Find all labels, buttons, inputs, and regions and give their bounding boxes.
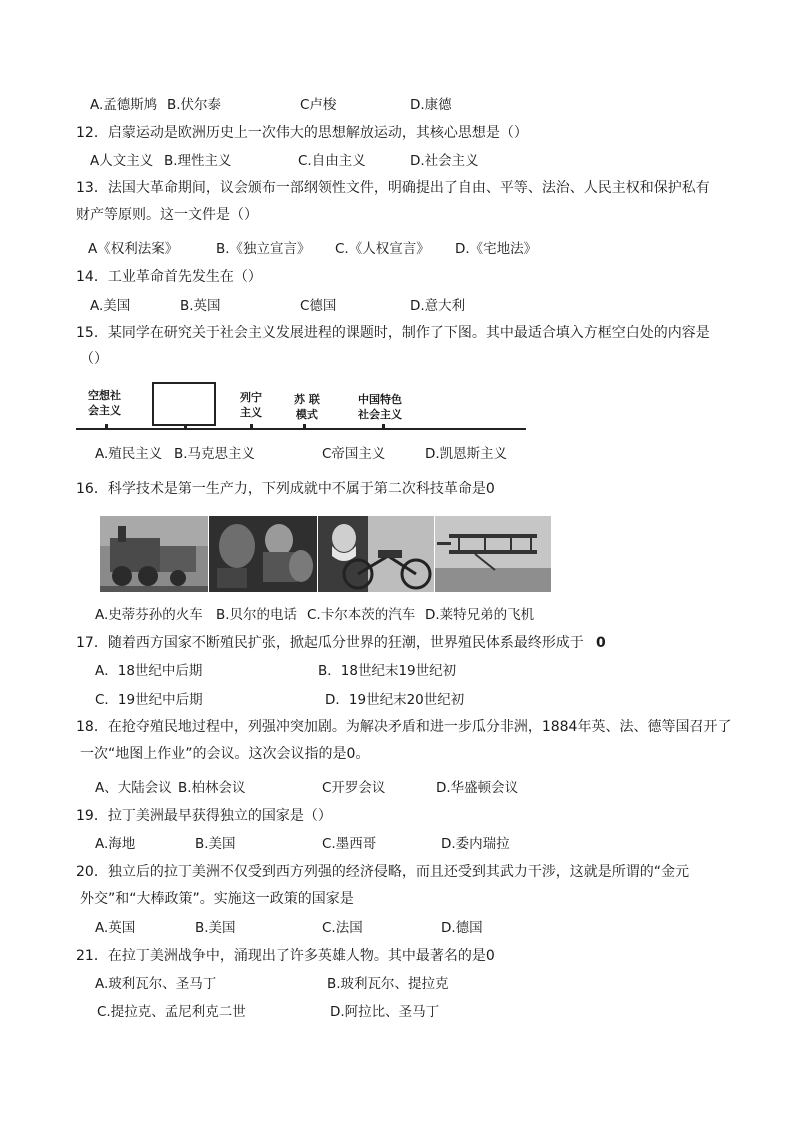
q20-stem-line1: 20．独立后的拉丁美洲不仅受到西方列强的经济侵略，而且还受到其武力干涉，这就是所谓的“金元	[76, 864, 690, 880]
q15-option-b: B.马克思主义	[174, 446, 256, 462]
q15-stem-line2: （）	[80, 351, 108, 367]
timeline-label-soviet-line2: 模式	[295, 408, 318, 421]
q19-option-c: C.墨西哥	[322, 836, 377, 852]
timeline-tick	[382, 424, 385, 430]
q17-option-a: A．18世纪中后期	[95, 663, 203, 679]
q13-option-d: D.《宅地法》	[455, 241, 538, 257]
q16-stem: 16．科学技术是第一生产力，下列成就中不属于第二次科技革命是0	[76, 481, 495, 497]
q14-option-a: A.美国	[90, 298, 131, 314]
q13-stem-line1: 13．法国大革命期间，议会颁布一部纲领性文件，明确提出了自由、平等、法治、人民主权和保护私有	[76, 180, 710, 196]
timeline-label-utopian-line1: 空想社	[88, 389, 121, 402]
q16-option-c: C.卡尔本茨的汽车	[307, 607, 416, 623]
q17-stem: 17．随着西方国家不断殖民扩张，掀起瓜分世界的狂潮，世界殖民体系最终形成于	[76, 635, 584, 651]
q21-option-b: B.玻利瓦尔、提拉克	[327, 976, 449, 992]
q12-option-c: C.自由主义	[298, 153, 366, 169]
q18-stem-line2: 一次“地图上作业”的会议。这次会议指的是0。	[80, 746, 370, 762]
timeline-label-leninism-line2: 主义	[240, 406, 262, 419]
q17-option-b: B．18世纪末19世纪初	[318, 663, 457, 679]
q13-option-b: B.《独立宣言》	[216, 241, 311, 257]
q20-option-d: D.德国	[441, 920, 483, 936]
q14-stem: 14．工业革命首先发生在（）	[76, 269, 262, 285]
q20-stem-line2: 外交”和“大棒政策”。实施这一政策的国家是	[80, 891, 354, 907]
q20-option-a: A.英国	[95, 920, 136, 936]
q19-stem: 19．拉丁美洲最早获得独立的国家是（）	[76, 808, 332, 824]
timeline-axis	[76, 428, 526, 430]
q19-option-b: B.美国	[195, 836, 236, 852]
timeline-tick	[105, 424, 108, 430]
photo-stephenson-train	[100, 516, 208, 592]
q14-option-d: D.意大利	[410, 298, 466, 314]
q11-option-a: A.孟德斯鸠	[90, 97, 158, 113]
q21-option-d: D.阿拉比、圣马丁	[330, 1004, 440, 1020]
timeline-label-soviet-line1: 苏 联	[294, 393, 320, 406]
q19-option-d: D.委内瑞拉	[441, 836, 510, 852]
q16-option-b: B.贝尔的电话	[216, 607, 298, 623]
photo-bell-telephone	[209, 516, 317, 592]
timeline-label-china	[358, 392, 402, 422]
q15-option-c: C帝国主义	[322, 446, 386, 462]
photo-benz-car	[318, 516, 434, 592]
timeline-label-utopian	[88, 388, 121, 418]
q17-option-d: D．19世纪末20世纪初	[325, 692, 465, 708]
photo-wright-airplane	[435, 516, 551, 592]
q14-option-c: C德国	[300, 298, 337, 314]
q17-option-c: C．19世纪中后期	[95, 692, 203, 708]
q20-option-b: B.美国	[195, 920, 236, 936]
q13-option-c: C.《人权宣言》	[335, 241, 430, 257]
q21-option-a: A.玻利瓦尔、圣马丁	[95, 976, 217, 992]
timeline-label-leninism-line1: 列宁	[240, 391, 262, 404]
q12-option-b: B.理性主义	[164, 153, 232, 169]
q18-option-d: D.华盛顿会议	[436, 780, 519, 796]
timeline-blank-box	[152, 382, 216, 426]
q11-option-d: D.康德	[410, 97, 452, 113]
q16-option-a: A.史蒂芬孙的火车	[95, 607, 203, 623]
timeline-label-china-line2: 社会主义	[358, 408, 402, 421]
timeline-label-leninism	[240, 390, 262, 420]
timeline-tick	[303, 424, 306, 430]
q14-option-b: B.英国	[180, 298, 221, 314]
timeline-label-china-line1: 中国特色	[358, 393, 402, 406]
timeline-label-soviet	[294, 392, 320, 422]
q15-stem-line1: 15．某同学在研究关于社会主义发展进程的课题时，制作了下图。其中最适合填入方框空白处的内容是	[76, 325, 710, 341]
q19-option-a: A.海地	[95, 836, 136, 852]
q15-option-a: A.殖民主义	[95, 446, 163, 462]
q15-option-d: D.凯恩斯主义	[425, 446, 508, 462]
q12-stem: 12．启蒙运动是欧洲历史上一次伟大的思想解放运动，其核心思想是（）	[76, 125, 528, 141]
q21-option-c: C.提拉克、孟尼利克二世	[97, 1004, 246, 1020]
timeline-tick	[184, 424, 187, 430]
q17-stem-tail: 0	[596, 635, 606, 651]
q20-option-c: C.法国	[322, 920, 363, 936]
q16-option-d: D.莱特兄弟的飞机	[425, 607, 535, 623]
q18-option-c: C开罗会议	[322, 780, 386, 796]
q11-option-c: C卢梭	[300, 97, 337, 113]
q11-option-b: B.伏尔泰	[167, 97, 222, 113]
q12-option-d: D.社会主义	[410, 153, 479, 169]
q12-option-a: A人文主义	[90, 153, 154, 169]
q18-option-a: A、大陆会议	[95, 780, 172, 796]
q21-stem: 21．在拉丁美洲战争中，涌现出了许多英雄人物。其中最著名的是0	[76, 948, 495, 964]
q18-option-b: B.柏林会议	[178, 780, 246, 796]
q13-option-a: A《权利法案》	[88, 241, 179, 257]
timeline-tick	[250, 424, 253, 430]
q18-stem-line1: 18．在抢夺殖民地过程中，列强冲突加剧。为解决矛盾和进一步瓜分非洲，1884年英、法、德等国召开了	[76, 719, 732, 735]
q13-stem-line2: 财产等原则。这一文件是（）	[76, 207, 258, 223]
timeline-label-utopian-line2: 会主义	[88, 404, 121, 417]
